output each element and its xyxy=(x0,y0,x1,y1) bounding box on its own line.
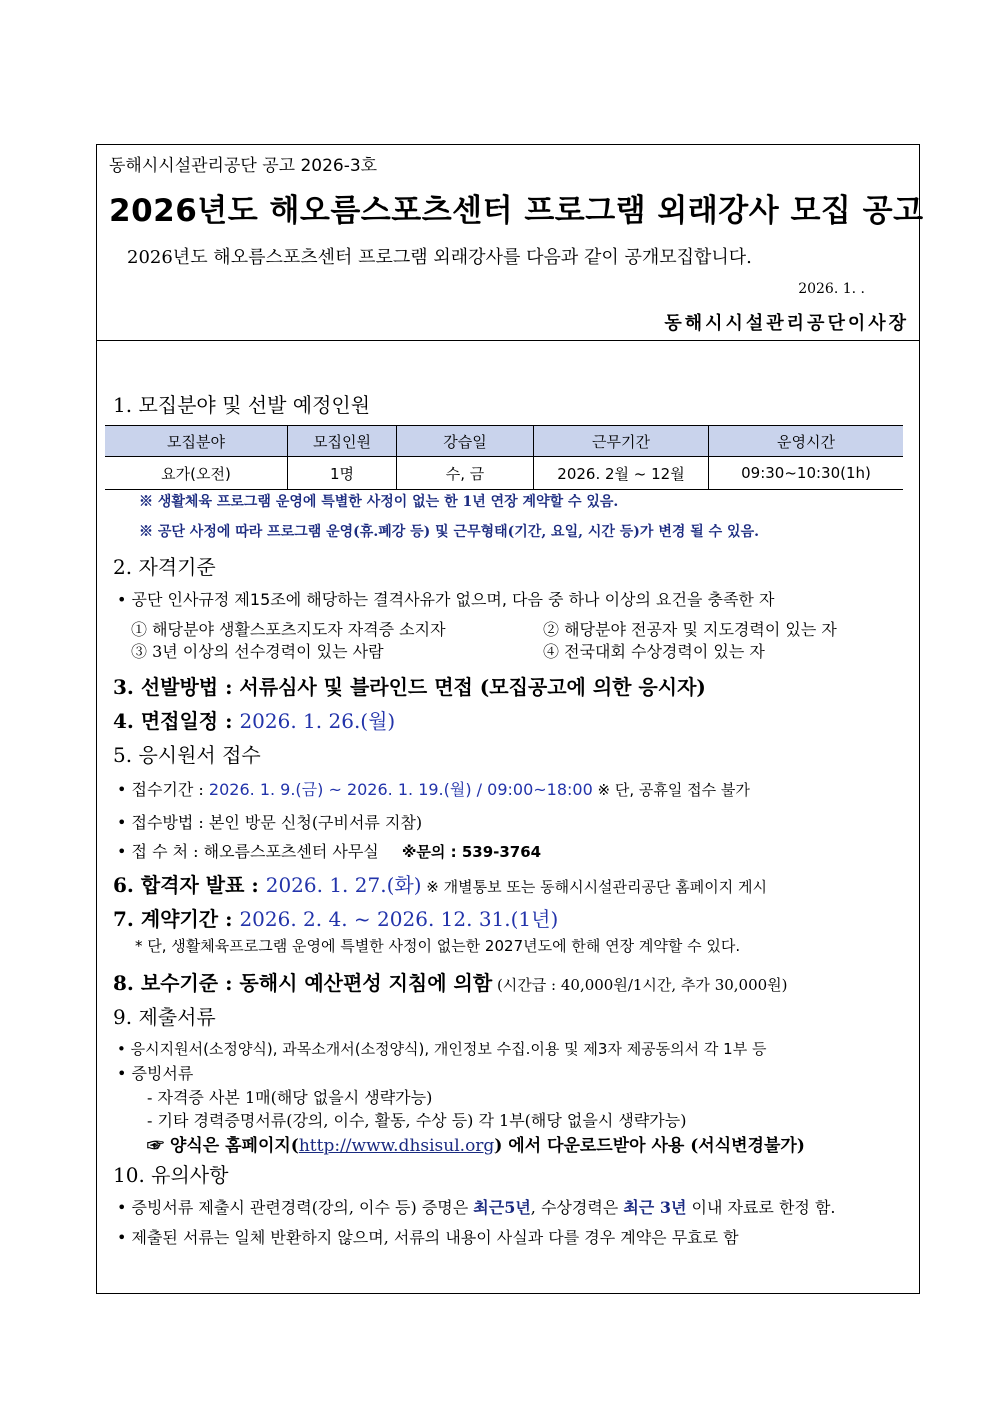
notice-header xyxy=(97,145,924,341)
section-1-title: 1. 모집분야 및 선발 예정인원 xyxy=(113,393,371,417)
section-6-title xyxy=(113,869,767,898)
documents-item-2: • 증빙서류 xyxy=(117,1064,194,1083)
homepage-link[interactable]: http://www.dhsisul.org xyxy=(298,1136,495,1156)
table-header-cell: 모집인원 xyxy=(288,426,397,457)
form-download xyxy=(147,1131,805,1156)
section-10-title: 10. 유의사항 xyxy=(113,1163,229,1187)
requirement-3: ③ 3년 이상의 선수경력이 있는 사람 xyxy=(131,642,384,661)
documents-sub-1: - 자격증 사본 1매(해당 없을시 생략가능) xyxy=(147,1088,433,1107)
page-title: 2026년도 해오름스포츠센터 프로그램 외래강사 모집 공고 xyxy=(109,193,924,229)
caution-text-c: , 수상경력은 xyxy=(530,1198,624,1217)
section-1-note-1: ※ 생활체육 프로그램 운영에 특별한 사정이 없는 한 1년 연장 계약할 수 있음. xyxy=(139,494,619,510)
signer: 동해시시설관리공단이사장 xyxy=(664,313,909,334)
table-cell: 09:30~10:30(1h) xyxy=(709,457,904,490)
pay-note: (시간급 : 40,000원/1시간, 추가 30,000원) xyxy=(492,976,788,994)
table-row xyxy=(105,457,903,490)
documents-item-1: • 응시지원서(소정양식), 과목소개서(소정양식), 개인정보 수집.이용 및 제3자 제공동의서 각 1부 등 xyxy=(117,1040,767,1058)
interview-label: 4. 면접일정 : xyxy=(113,709,240,733)
application-period xyxy=(117,777,750,800)
table-cell: 수, 금 xyxy=(397,457,534,490)
intro-text: 2026년도 해오름스포츠센터 프로그램 외래강사를 다음과 같이 공개모집합니다. xyxy=(127,247,752,268)
period-value: 2026. 1. 9.(금) ~ 2026. 1. 19.(월) / 09:00~18:00 xyxy=(208,780,593,799)
section-7-title xyxy=(113,903,558,932)
result-label: 6. 합격자 발표 : xyxy=(113,873,266,897)
notice-number: 동해시시설관리공단 공고 2026-3호 xyxy=(109,156,378,176)
contract-note: * 단, 생활체육프로그램 운영에 특별한 사정이 없는한 2027년도에 한해 연장 계약할 수 있다. xyxy=(135,937,741,955)
requirement-1: ① 해당분야 생활스포츠지도자 자격증 소지자 xyxy=(131,620,446,639)
table-header-cell: 근무기간 xyxy=(534,426,709,457)
contact-info: ※문의 : 539-3764 xyxy=(401,843,542,861)
section-1-note-2: ※ 공단 사정에 따라 프로그램 운영(휴.폐강 등) 및 근무형태(기간, 요일, 시간 등)가 변경 될 수 있음. xyxy=(139,524,759,540)
period-label: • 접수기간 : xyxy=(117,780,209,799)
form-pre: ☞ 양식은 홈페이지( xyxy=(147,1136,299,1156)
table-cell: 요가(오전) xyxy=(105,457,288,490)
pay-standard: 8. 보수기준 : 동해시 예산편성 지침에 의함 xyxy=(113,971,493,995)
application-place xyxy=(117,839,541,862)
table-header-row xyxy=(105,426,903,457)
interview-date: 2026. 1. 26.(월) xyxy=(239,709,396,733)
qualification-lead: • 공단 인사규정 제15조에 해당하는 결격사유가 없으며, 다음 중 하나 이상의 요건을 충족한 자 xyxy=(117,590,775,609)
section-9-title: 9. 제출서류 xyxy=(113,1005,216,1029)
notice-date: 2026. 1. . xyxy=(798,281,865,297)
requirement-4: ④ 전국대회 수상경력이 있는 자 xyxy=(543,642,765,661)
section-2-title: 2. 자격기준 xyxy=(113,555,216,579)
selection-method: 3. 선발방법 : 서류심사 및 블라인드 면접 (모집공고에 의한 응시자) xyxy=(113,675,706,699)
caution-highlight-1: 최근5년 xyxy=(473,1198,531,1217)
place-text: • 접 수 처 : 해오름스포츠센터 사무실 xyxy=(117,842,379,861)
documents-sub-2: - 기타 경력증명서류(강의, 이수, 활동, 수상 등) 각 1부(해당 없을시 생략가능) xyxy=(147,1111,687,1130)
caution-highlight-2: 최근 3년 xyxy=(623,1198,687,1217)
caution-item-2: • 제출된 서류는 일체 반환하지 않으며, 서류의 내용이 사실과 다를 경우 계약은 무효로 함 xyxy=(117,1228,739,1247)
period-note: ※ 단, 공휴일 접수 불가 xyxy=(592,781,750,799)
result-date: 2026. 1. 27.(화) xyxy=(265,873,422,897)
section-3-title xyxy=(113,671,706,700)
caution-text-e: 이내 자료로 한정 함. xyxy=(686,1198,836,1217)
caution-text-a: • 증빙서류 제출시 관련경력(강의, 이수 등) 증명은 xyxy=(117,1198,474,1217)
caution-item-1 xyxy=(117,1195,836,1218)
result-note: ※ 개별통보 또는 동해시시설관리공단 홈페이지 게시 xyxy=(421,878,767,896)
contract-period: 2026. 2. 4. ~ 2026. 12. 31.(1년) xyxy=(239,907,559,931)
requirement-2: ② 해당분야 전공자 및 지도경력이 있는 자 xyxy=(543,620,837,639)
section-4-title xyxy=(113,705,395,734)
table-cell: 2026. 2월 ~ 12월 xyxy=(534,457,709,490)
table-header-cell: 강습일 xyxy=(397,426,534,457)
table-header-cell: 운영시간 xyxy=(709,426,904,457)
section-8-title xyxy=(113,967,788,996)
contract-label: 7. 계약기간 : xyxy=(113,907,240,931)
form-post: ) 에서 다운로드받아 사용 (서식변경불가) xyxy=(494,1136,805,1156)
table-cell: 1명 xyxy=(288,457,397,490)
notice-frame xyxy=(96,144,924,1294)
application-method: • 접수방법 : 본인 방문 신청(구비서류 지참) xyxy=(117,813,423,832)
section-5-title: 5. 응시원서 접수 xyxy=(113,743,261,767)
recruit-table xyxy=(105,425,903,490)
table-header-cell: 모집분야 xyxy=(105,426,288,457)
